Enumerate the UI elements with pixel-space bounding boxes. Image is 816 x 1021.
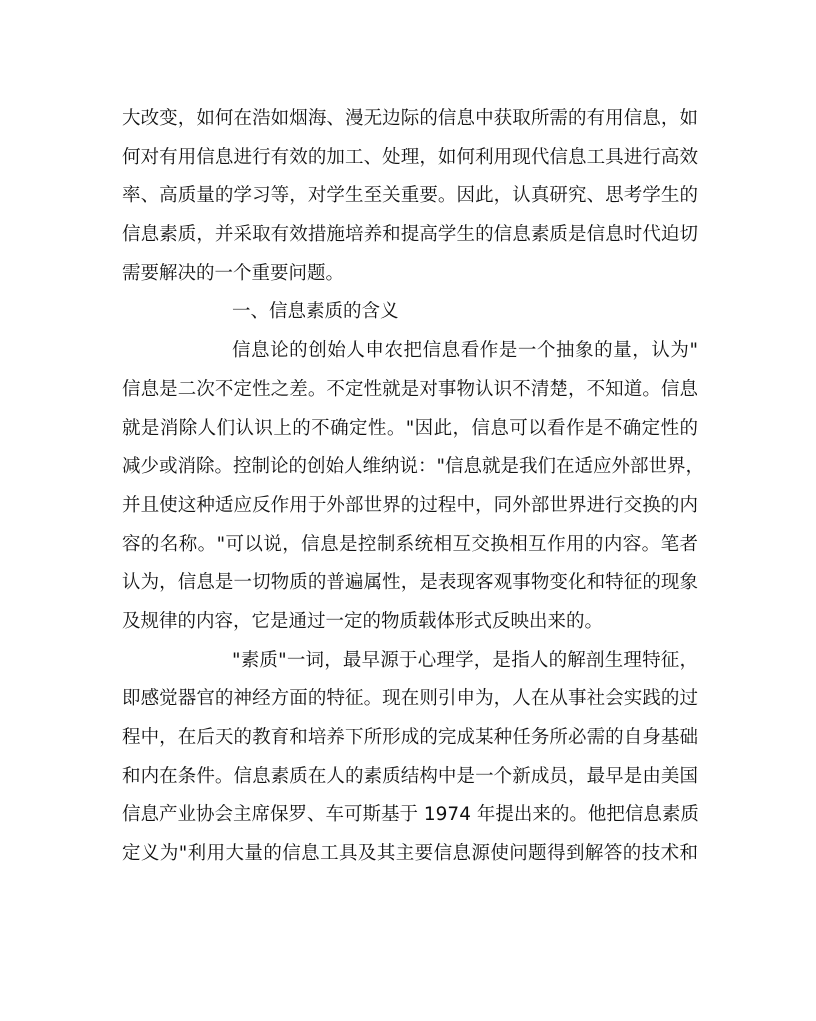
text-line: "素质"一词，最早源于心理学，是指人的解剖生理特征， (232, 649, 698, 671)
text-line: 信息素质，并采取有效措施培养和提高学生的信息素质是信息时代迫切 (122, 224, 698, 246)
text-line: 和内在条件。信息素质在人的素质结构中是一个新成员，最早是由美国 (122, 765, 698, 787)
text-line: 及规律的内容，它是通过一定的物质载体形式反映出来的。 (122, 610, 604, 632)
section-heading: 一、信息素质的含义 (232, 301, 399, 323)
text-line: 率、高质量的学习等，对学生至关重要。因此，认真研究、思考学生的 (122, 185, 698, 207)
text-line: 信息论的创始人申农把信息看作是一个抽象的量，认为" (232, 340, 698, 362)
text-line: 减少或消除。控制论的创始人维纳说："信息就是我们在适应外部世界， (122, 456, 705, 478)
text-line: 大改变，如何在浩如烟海、漫无边际的信息中获取所需的有用信息，如 (122, 108, 698, 129)
text-line: 程中，在后天的教育和培养下所形成的完成某种任务所必需的自身基础 (122, 727, 698, 748)
text-line: 容的名称。"可以说，信息是控制系统相互交换相互作用的内容。笔者 (122, 533, 698, 555)
text-line: 信息是二次不定性之差。不定性就是对事物认识不清楚，不知道。信息 (122, 378, 698, 400)
text-line: 需要解决的一个重要问题。 (122, 262, 345, 284)
text-line: 即感觉器官的神经方面的特征。现在则引申为，人在从事社会实践的过 (122, 688, 698, 710)
document-body (122, 100, 705, 874)
text-line: 就是消除人们认识上的不确定性。"因此，信息可以看作是不确定性的 (122, 417, 698, 439)
text-line: 何对有用信息进行有效的加工、处理，如何利用现代信息工具进行高效 (122, 146, 698, 168)
text-line: 定义为"利用大量的信息工具及其主要信息源使问题得到解答的技术和 (122, 843, 698, 865)
text-line: 并且使这种适应反作用于外部世界的过程中，同外部世界进行交换的内 (122, 494, 698, 516)
text-line: 信息产业协会主席保罗、车可斯基于 1974 年提出来的。他把信息素质 (122, 804, 699, 826)
text-line: 认为，信息是一切物质的普遍属性，是表现客观事物变化和特征的现象 (122, 572, 698, 594)
